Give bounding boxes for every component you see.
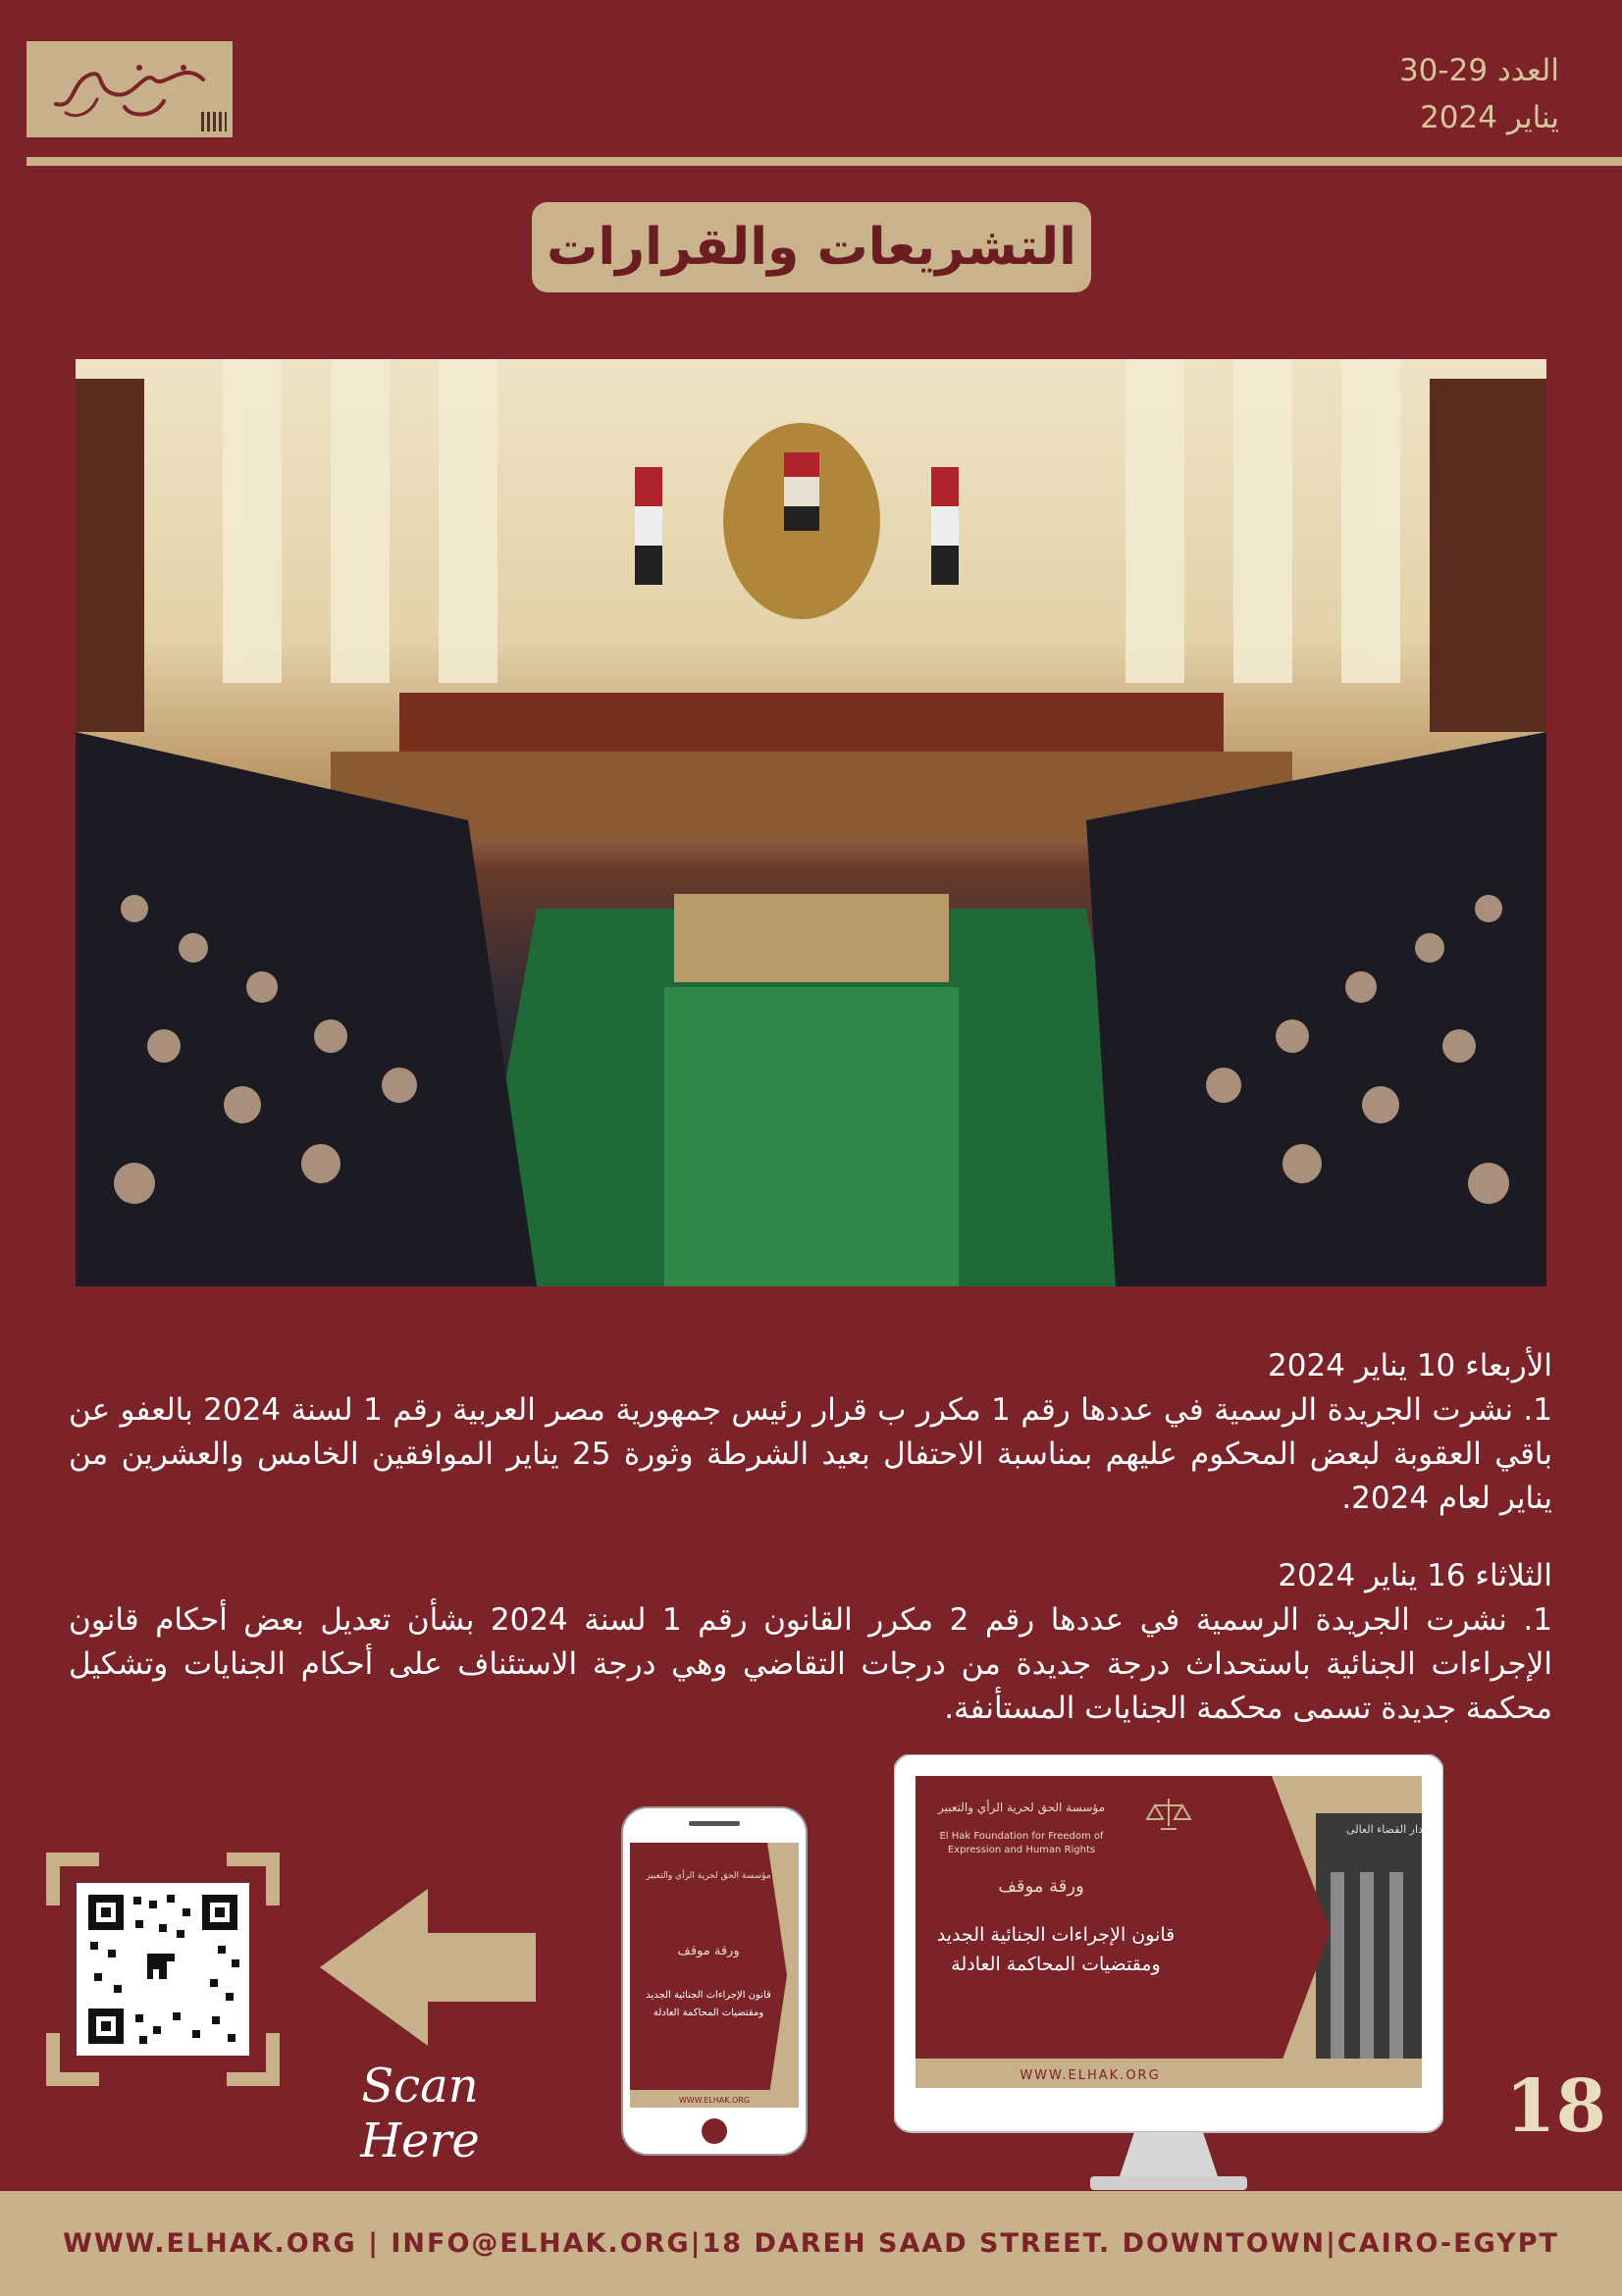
article-1-text: 1. نشرت الجريدة الرسمية في عددها رقم 1 مكرر ب قرار رئيس جمهورية مصر العربية رقم 1 لسنة 2024 بالعفو عن باقي العقوبة لبعض المحكوم عليهم بمناسبة الاحتفال بعيد الشرطة وثورة 25 يناير الموافقين الخامس والعشرين من يناير لعام 2024. [69, 1392, 1552, 1516]
parliament-illustration [76, 359, 1546, 1286]
issue-info [1399, 47, 1559, 141]
qr-code[interactable] [45, 1852, 281, 2087]
logo [26, 41, 233, 137]
logo-qr-mark [201, 112, 227, 131]
monitor-paper-title-1: قانون الإجراءات الجنائية الجديد [936, 1924, 1176, 1946]
scan-here-label: Scan Here [360, 2059, 480, 2168]
monitor-website: WWW.ELHAK.ORG [1020, 2068, 1161, 2083]
article-2 [69, 1554, 1552, 1731]
monitor-court-sign: دار القضاء العالى [1346, 1823, 1423, 1836]
article-1-date: الأربعاء 10 يناير 2024 [1268, 1348, 1552, 1383]
section-title: التشريعات والقرارات [532, 202, 1091, 292]
issue-number: العدد 29-30 [1398, 53, 1559, 88]
page-number: 18 [1505, 2064, 1606, 2149]
phone-paper-title-2: ومقتضيات المحاكمة العادلة [653, 2008, 764, 2018]
article-2-text: 1. نشرت الجريدة الرسمية في عددها رقم 2 مكرر القانون رقم 1 لسنة 2024 بشأن تعديل بعض أحكام قانون الإجراءات الجنائية باستحداث درجة جديدة من درجات التقاضي وهي درجة الاستئناف على أحكام الجنايات وتشكيل محكمة جديدة تسمى محكمة الجنايات المستأنفة. [69, 1602, 1552, 1726]
monitor-mockup [894, 1754, 1443, 2194]
monitor-org-en-1: El Hak Foundation for Freedom of [939, 1831, 1104, 1842]
eagle-emblem [723, 423, 880, 619]
logo-calligraphy-icon [36, 50, 223, 129]
phone-mockup [620, 1805, 809, 2157]
footer-contact: WWW.ELHAK.ORG | INFO@ELHAK.ORG|18 DAREH SAAD STREET. DOWNTOWN|CAIRO-EGYPT [0, 2191, 1622, 2296]
header-divider [26, 157, 1622, 166]
monitor-paper-title-2: ومقتضيات المحاكمة العادلة [951, 1954, 1161, 1975]
phone-paper-type: ورقة موقف [677, 1944, 740, 1958]
arrow-left-icon [320, 1889, 536, 2046]
monitor-paper-type: ورقة موقف [998, 1876, 1084, 1897]
monitor-org-name: مؤسسة الحق لحرية الرأي والتعبير [937, 1800, 1106, 1814]
phone-website: WWW.ELHAK.ORG [678, 2096, 751, 2105]
phone-paper-title-1: قانون الإجراءات الجنائية الجديد [646, 1990, 771, 2001]
article-1 [69, 1344, 1552, 1521]
parliament-photo [76, 359, 1546, 1286]
phone-org-name: مؤسسة الحق لحرية الرأي والتعبير [646, 1871, 771, 1881]
monitor-org-en-2: Expression and Human Rights [947, 1845, 1096, 1855]
article-2-date: الثلاثاء 16 يناير 2024 [1278, 1558, 1552, 1593]
issue-date: يناير 2024 [1420, 100, 1559, 135]
